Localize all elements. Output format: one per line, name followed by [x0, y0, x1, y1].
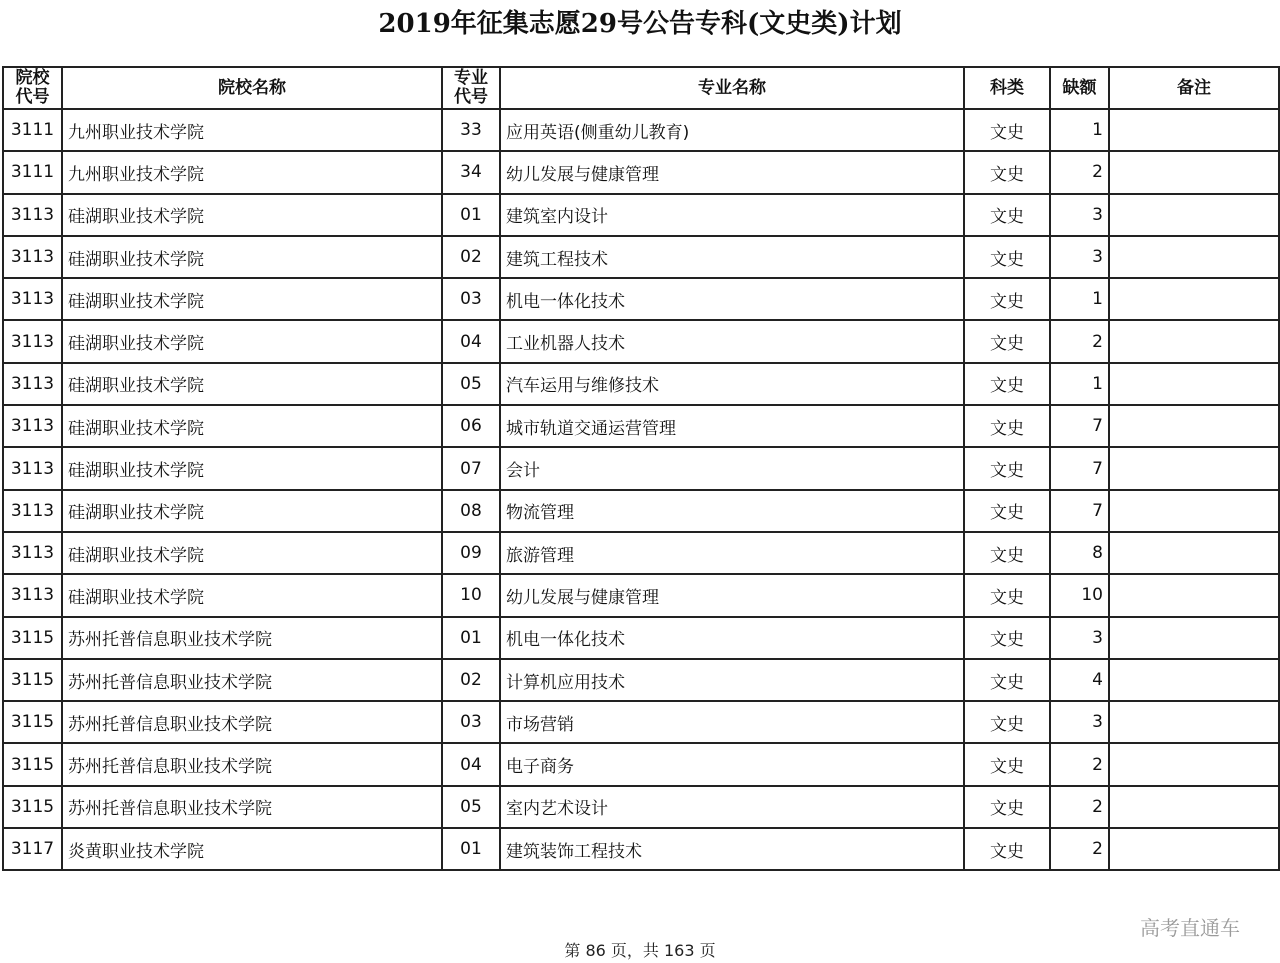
cell-school-code: 3115 [3, 701, 62, 743]
cell-major-code: 06 [442, 405, 500, 447]
cell-school-code: 3113 [3, 194, 62, 236]
cell-note [1109, 109, 1279, 151]
cell-major-name: 机电一体化技术 [500, 278, 964, 320]
cell-quota: 1 [1050, 278, 1109, 320]
header-major-code: 专业代号 [442, 67, 500, 109]
cell-quota: 1 [1050, 109, 1109, 151]
cell-major-code: 09 [442, 532, 500, 574]
cell-major-name: 物流管理 [500, 490, 964, 532]
cell-school-code: 3113 [3, 532, 62, 574]
cell-major-name: 汽车运用与维修技术 [500, 363, 964, 405]
cell-note [1109, 151, 1279, 193]
cell-note [1109, 743, 1279, 785]
cell-school-name: 硅湖职业技术学院 [62, 363, 442, 405]
cell-category: 文史 [964, 109, 1050, 151]
cell-major-name: 会计 [500, 447, 964, 489]
cell-quota: 2 [1050, 786, 1109, 828]
cell-major-code: 07 [442, 447, 500, 489]
table-row [3, 405, 1279, 447]
cell-major-name: 室内艺术设计 [500, 786, 964, 828]
cell-major-name: 机电一体化技术 [500, 617, 964, 659]
cell-school-name: 硅湖职业技术学院 [62, 236, 442, 278]
cell-category: 文史 [964, 194, 1050, 236]
cell-category: 文史 [964, 320, 1050, 362]
cell-school-name: 硅湖职业技术学院 [62, 447, 442, 489]
cell-major-code: 05 [442, 363, 500, 405]
cell-category: 文史 [964, 701, 1050, 743]
cell-major-name: 工业机器人技术 [500, 320, 964, 362]
cell-major-code: 02 [442, 659, 500, 701]
cell-major-name: 电子商务 [500, 743, 964, 785]
cell-major-code: 01 [442, 194, 500, 236]
cell-school-name: 苏州托普信息职业技术学院 [62, 701, 442, 743]
cell-school-code: 3115 [3, 659, 62, 701]
cell-category: 文史 [964, 490, 1050, 532]
cell-school-code: 3113 [3, 363, 62, 405]
cell-school-code: 3113 [3, 320, 62, 362]
cell-school-name: 九州职业技术学院 [62, 109, 442, 151]
cell-major-code: 02 [442, 236, 500, 278]
cell-school-name: 硅湖职业技术学院 [62, 194, 442, 236]
cell-note [1109, 490, 1279, 532]
cell-school-code: 3115 [3, 617, 62, 659]
cell-major-name: 市场营销 [500, 701, 964, 743]
cell-school-name: 苏州托普信息职业技术学院 [62, 786, 442, 828]
cell-quota: 10 [1050, 574, 1109, 616]
cell-quota: 7 [1050, 405, 1109, 447]
cell-category: 文史 [964, 363, 1050, 405]
cell-school-name: 硅湖职业技术学院 [62, 574, 442, 616]
table-row [3, 659, 1279, 701]
table-row [3, 194, 1279, 236]
cell-school-code: 3115 [3, 743, 62, 785]
table-header [3, 67, 1279, 109]
table-row [3, 151, 1279, 193]
cell-school-name: 苏州托普信息职业技术学院 [62, 659, 442, 701]
cell-category: 文史 [964, 659, 1050, 701]
table-row [3, 743, 1279, 785]
cell-major-code: 33 [442, 109, 500, 151]
cell-category: 文史 [964, 786, 1050, 828]
cell-major-code: 03 [442, 701, 500, 743]
cell-major-name: 建筑工程技术 [500, 236, 964, 278]
header-school-name: 院校名称 [62, 67, 442, 109]
cell-note [1109, 659, 1279, 701]
cell-major-name: 幼儿发展与健康管理 [500, 151, 964, 193]
cell-school-code: 3113 [3, 236, 62, 278]
cell-quota: 2 [1050, 151, 1109, 193]
cell-note [1109, 701, 1279, 743]
cell-note [1109, 236, 1279, 278]
cell-category: 文史 [964, 236, 1050, 278]
header-row [3, 67, 1279, 109]
cell-note [1109, 786, 1279, 828]
table-row [3, 278, 1279, 320]
cell-note [1109, 532, 1279, 574]
cell-school-name: 炎黄职业技术学院 [62, 828, 442, 870]
cell-school-name: 硅湖职业技术学院 [62, 490, 442, 532]
cell-quota: 1 [1050, 363, 1109, 405]
table-row [3, 574, 1279, 616]
cell-note [1109, 405, 1279, 447]
cell-school-name: 苏州托普信息职业技术学院 [62, 743, 442, 785]
cell-note [1109, 278, 1279, 320]
cell-quota: 2 [1050, 828, 1109, 870]
header-quota: 缺额 [1050, 67, 1109, 109]
cell-category: 文史 [964, 617, 1050, 659]
table-body [3, 109, 1279, 870]
document-title: 2019年征集志愿29号公告专科(文史类)计划 [378, 9, 902, 39]
cell-school-name: 硅湖职业技术学院 [62, 320, 442, 362]
cell-quota: 4 [1050, 659, 1109, 701]
cell-major-name: 应用英语(侧重幼儿教育) [500, 109, 964, 151]
header-major-name: 专业名称 [500, 67, 964, 109]
cell-note [1109, 194, 1279, 236]
cell-category: 文史 [964, 405, 1050, 447]
cell-quota: 8 [1050, 532, 1109, 574]
cell-note [1109, 363, 1279, 405]
cell-school-code: 3111 [3, 109, 62, 151]
cell-quota: 2 [1050, 743, 1109, 785]
cell-school-code: 3113 [3, 278, 62, 320]
plan-table [2, 66, 1280, 871]
table-row [3, 447, 1279, 489]
table-row [3, 490, 1279, 532]
cell-quota: 2 [1050, 320, 1109, 362]
table-row [3, 532, 1279, 574]
table-row [3, 786, 1279, 828]
cell-quota: 3 [1050, 701, 1109, 743]
cell-school-name: 九州职业技术学院 [62, 151, 442, 193]
cell-note [1109, 320, 1279, 362]
cell-major-name: 旅游管理 [500, 532, 964, 574]
cell-quota: 3 [1050, 194, 1109, 236]
cell-note [1109, 617, 1279, 659]
cell-quota: 7 [1050, 490, 1109, 532]
cell-category: 文史 [964, 828, 1050, 870]
cell-category: 文史 [964, 447, 1050, 489]
cell-major-name: 建筑装饰工程技术 [500, 828, 964, 870]
cell-major-code: 04 [442, 743, 500, 785]
cell-major-code: 08 [442, 490, 500, 532]
cell-major-code: 05 [442, 786, 500, 828]
cell-major-name: 计算机应用技术 [500, 659, 964, 701]
cell-major-name: 城市轨道交通运营管理 [500, 405, 964, 447]
cell-school-code: 3113 [3, 447, 62, 489]
table-row [3, 617, 1279, 659]
table-row [3, 320, 1279, 362]
cell-category: 文史 [964, 532, 1050, 574]
cell-school-code: 3113 [3, 405, 62, 447]
cell-major-code: 04 [442, 320, 500, 362]
cell-school-code: 3113 [3, 574, 62, 616]
cell-school-code: 3115 [3, 786, 62, 828]
cell-major-code: 10 [442, 574, 500, 616]
cell-note [1109, 828, 1279, 870]
cell-quota: 3 [1050, 236, 1109, 278]
cell-school-name: 硅湖职业技术学院 [62, 278, 442, 320]
cell-school-code: 3111 [3, 151, 62, 193]
table-row [3, 828, 1279, 870]
watermark-text: 高考直通车 [1140, 916, 1240, 940]
cell-school-name: 苏州托普信息职业技术学院 [62, 617, 442, 659]
table-row [3, 109, 1279, 151]
cell-major-code: 01 [442, 828, 500, 870]
cell-category: 文史 [964, 743, 1050, 785]
cell-category: 文史 [964, 151, 1050, 193]
table-row [3, 701, 1279, 743]
cell-note [1109, 574, 1279, 616]
cell-major-code: 34 [442, 151, 500, 193]
page-footer: 第 86 页，共 163 页 [564, 941, 716, 960]
header-school-code: 院校代号 [3, 67, 62, 109]
cell-school-name: 硅湖职业技术学院 [62, 405, 442, 447]
cell-school-code: 3113 [3, 490, 62, 532]
cell-category: 文史 [964, 278, 1050, 320]
cell-major-name: 建筑室内设计 [500, 194, 964, 236]
cell-quota: 3 [1050, 617, 1109, 659]
cell-major-code: 03 [442, 278, 500, 320]
cell-major-code: 01 [442, 617, 500, 659]
table-row [3, 363, 1279, 405]
cell-category: 文史 [964, 574, 1050, 616]
table-row [3, 236, 1279, 278]
header-category: 科类 [964, 67, 1050, 109]
cell-quota: 7 [1050, 447, 1109, 489]
cell-school-code: 3117 [3, 828, 62, 870]
cell-school-name: 硅湖职业技术学院 [62, 532, 442, 574]
header-note: 备注 [1109, 67, 1279, 109]
cell-note [1109, 447, 1279, 489]
cell-major-name: 幼儿发展与健康管理 [500, 574, 964, 616]
